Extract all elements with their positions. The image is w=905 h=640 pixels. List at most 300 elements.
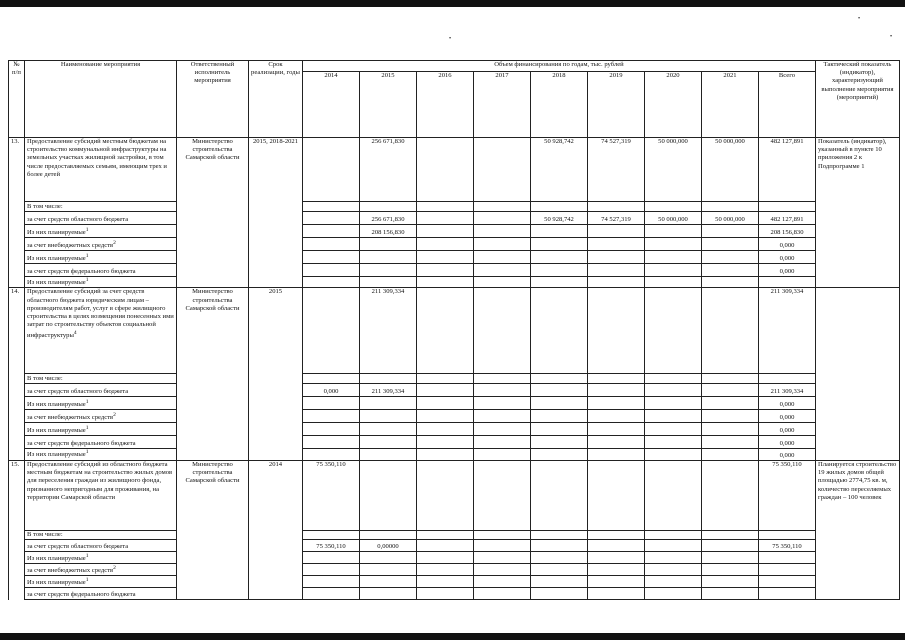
- funding-value: [360, 410, 417, 423]
- footnote-mark: 1: [85, 449, 89, 456]
- funding-value: [702, 397, 759, 410]
- funding-value: 50 000,000: [645, 138, 702, 202]
- scan-speck: •: [858, 16, 861, 22]
- funding-value: [645, 374, 702, 384]
- funding-value: [531, 225, 588, 238]
- funding-value: 0,000: [759, 436, 816, 449]
- sub-row: [9, 384, 900, 397]
- funding-value: [702, 251, 759, 264]
- sub-row: [9, 540, 900, 552]
- funding-value: [645, 288, 702, 374]
- funding-value: [531, 588, 588, 600]
- sub-row: [9, 277, 900, 288]
- funding-value: 74 527,319: [588, 138, 645, 202]
- col-funding-header: Объем финансирования по годам, тыс. рублей: [303, 61, 816, 72]
- funding-value: [417, 138, 474, 202]
- funding-value: [702, 540, 759, 552]
- sub-row-label: [25, 264, 177, 277]
- funding-value: [474, 530, 531, 539]
- document-page: [8, 60, 905, 630]
- footnote-mark: 1: [85, 576, 89, 583]
- funding-value: 0,00000: [360, 540, 417, 552]
- funding-value: 75 350,110: [759, 540, 816, 552]
- year-header-8: Всего: [759, 72, 816, 138]
- funding-value: [702, 460, 759, 530]
- funding-value: [303, 436, 360, 449]
- funding-value: [417, 588, 474, 600]
- footnote-mark: 2: [113, 239, 116, 246]
- sub-row-label: [25, 449, 177, 460]
- funding-value: [417, 436, 474, 449]
- table-row: [9, 288, 900, 374]
- funding-value: [531, 397, 588, 410]
- funding-value: 0,000: [759, 449, 816, 460]
- funding-value: [417, 552, 474, 564]
- funding-value: [588, 552, 645, 564]
- funding-value: [531, 384, 588, 397]
- funding-value: [645, 202, 702, 212]
- funding-value: [759, 588, 816, 600]
- indicator: Показатель (индикатор), указанный в пункте 10 приложения 2 к Подпрограмме 1: [816, 138, 900, 288]
- funding-value: [531, 460, 588, 530]
- funding-value: [474, 138, 531, 202]
- measure-name: [25, 138, 177, 202]
- sub-row-label: [25, 423, 177, 436]
- funding-value: [474, 384, 531, 397]
- funding-value: [645, 384, 702, 397]
- sub-row-label-text: Из них планируемые: [27, 427, 86, 435]
- table-row: [9, 138, 900, 202]
- funding-value: [474, 576, 531, 588]
- funding-value: [645, 251, 702, 264]
- funding-value: [702, 277, 759, 288]
- sub-row: [9, 576, 900, 588]
- footnote-mark: 1: [85, 252, 89, 259]
- indicator: Планируется строительство 19 жилых домов общей площадью 2774,75 кв. м, количество переселяемых граждан – 100 человек: [816, 460, 900, 599]
- funding-value: [417, 384, 474, 397]
- funding-value: [531, 264, 588, 277]
- sub-row-label: [25, 552, 177, 564]
- funding-value: [645, 564, 702, 576]
- footnote-mark: 1: [85, 277, 89, 283]
- funding-value: [645, 423, 702, 436]
- funding-value: [645, 397, 702, 410]
- sub-row-label: [25, 251, 177, 264]
- sub-row-label: [25, 397, 177, 410]
- funding-value: [303, 576, 360, 588]
- measure-name-text: Предоставление субсидий из областного бюджета местным бюджетам на строительство жилых домов для переселения граждан из жилищного фонда, признанного непригодным для проживания, на территории Самарской области: [27, 460, 173, 501]
- funding-value: [645, 277, 702, 288]
- funding-value: [474, 552, 531, 564]
- funding-value: [474, 540, 531, 552]
- funding-value: [303, 449, 360, 460]
- year-header-0: 2014: [303, 72, 360, 138]
- col-term-header: Срок реализации, годы: [249, 61, 303, 138]
- funding-value: [474, 588, 531, 600]
- funding-value: [360, 238, 417, 251]
- sub-row: [9, 564, 900, 576]
- funding-value: 0,000: [759, 410, 816, 423]
- funding-value: [474, 212, 531, 225]
- funding-value: [645, 436, 702, 449]
- funding-value: [531, 202, 588, 212]
- funding-value: [702, 552, 759, 564]
- funding-value: [303, 202, 360, 212]
- funding-value: 75 350,110: [303, 540, 360, 552]
- funding-value: [360, 460, 417, 530]
- funding-value: [531, 410, 588, 423]
- funding-value: [474, 460, 531, 530]
- funding-table: [8, 60, 900, 600]
- funding-value: [702, 384, 759, 397]
- funding-value: [417, 238, 474, 251]
- funding-value: [702, 576, 759, 588]
- funding-value: [360, 449, 417, 460]
- sub-row-label-text: за счет средств федерального бюджета: [27, 267, 136, 275]
- funding-value: [759, 277, 816, 288]
- funding-value: 211 309,334: [360, 288, 417, 374]
- funding-value: [645, 588, 702, 600]
- funding-value: [531, 530, 588, 539]
- sub-row: [9, 449, 900, 460]
- responsible-executor: Министерство строительства Самарской области: [177, 288, 249, 460]
- col-responsible-header: Ответственный исполнитель мероприятия: [177, 61, 249, 138]
- sub-row-label: [25, 530, 177, 539]
- sub-row-label-text: за счет средств областного бюджета: [27, 215, 129, 223]
- funding-value: [474, 410, 531, 423]
- funding-value: [360, 277, 417, 288]
- funding-value: [474, 202, 531, 212]
- funding-value: [360, 564, 417, 576]
- funding-value: [645, 410, 702, 423]
- sub-row: [9, 530, 900, 539]
- funding-value: [588, 384, 645, 397]
- funding-value: [588, 540, 645, 552]
- sub-row-label-text: за счет внебюджетных средств: [27, 241, 114, 249]
- year-header-2: 2016: [417, 72, 474, 138]
- footnote-mark: 4: [73, 329, 77, 336]
- sub-row-label-text: за счет средств федерального бюджета: [27, 590, 136, 598]
- funding-value: [360, 264, 417, 277]
- funding-value: [588, 449, 645, 460]
- funding-value: 50 928,742: [531, 138, 588, 202]
- sub-row-label-text: за счет внебюджетных средств: [27, 566, 114, 574]
- year-header-1: 2015: [360, 72, 417, 138]
- sub-row-label: [25, 238, 177, 251]
- funding-value: 211 309,334: [759, 288, 816, 374]
- funding-value: [360, 588, 417, 600]
- funding-value: [303, 288, 360, 374]
- sub-row-label-text: за счет средств областного бюджета: [27, 542, 129, 550]
- year-header-6: 2020: [645, 72, 702, 138]
- responsible-executor: Министерство строительства Самарской области: [177, 138, 249, 288]
- funding-value: [474, 288, 531, 374]
- sub-row-label: [25, 202, 177, 212]
- funding-value: [702, 264, 759, 277]
- funding-value: 208 156,830: [759, 225, 816, 238]
- funding-value: [417, 423, 474, 436]
- funding-value: [417, 397, 474, 410]
- funding-value: [588, 238, 645, 251]
- funding-value: [360, 374, 417, 384]
- funding-value: [303, 410, 360, 423]
- sub-row: [9, 264, 900, 277]
- sub-row-label-text: Из них планируемые: [27, 451, 86, 459]
- responsible-executor: Министерство строительства Самарской области: [177, 460, 249, 599]
- funding-value: [303, 251, 360, 264]
- funding-value: [588, 588, 645, 600]
- funding-value: 0,000: [759, 264, 816, 277]
- funding-value: [702, 238, 759, 251]
- sub-row-label-text: Из них планируемые: [27, 254, 86, 262]
- year-header-7: 2021: [702, 72, 759, 138]
- row-number: 15.: [9, 460, 25, 599]
- row-number: 13.: [9, 138, 25, 288]
- footnote-mark: 1: [85, 399, 89, 405]
- sub-row: [9, 423, 900, 436]
- funding-value: 50 928,742: [531, 212, 588, 225]
- sub-row-label: [25, 436, 177, 449]
- funding-value: [303, 588, 360, 600]
- funding-value: [303, 564, 360, 576]
- sub-row: [9, 588, 900, 600]
- funding-value: [417, 410, 474, 423]
- implementation-term: 2015: [249, 288, 303, 460]
- funding-value: [588, 436, 645, 449]
- funding-value: [303, 277, 360, 288]
- funding-value: [360, 397, 417, 410]
- funding-value: [303, 212, 360, 225]
- funding-value: [474, 277, 531, 288]
- funding-value: [417, 564, 474, 576]
- funding-value: 74 527,319: [588, 212, 645, 225]
- funding-value: [759, 202, 816, 212]
- funding-value: 75 350,110: [303, 460, 360, 530]
- measure-name-text: Предоставление субсидий местным бюджетам на строительство коммунальной инфраструктуры на земельных участках жилищной застройки, в том числе предоставляемых семьям, имеющим трех и более детей: [27, 138, 167, 178]
- funding-value: [360, 251, 417, 264]
- sub-row-label: [25, 277, 177, 288]
- measure-name: [25, 460, 177, 530]
- funding-value: 211 309,334: [360, 384, 417, 397]
- funding-value: [645, 460, 702, 530]
- funding-value: [702, 436, 759, 449]
- funding-value: [417, 530, 474, 539]
- funding-value: [474, 251, 531, 264]
- funding-value: [417, 264, 474, 277]
- funding-value: [759, 564, 816, 576]
- sub-row-label-text: за счет средств областного бюджета: [27, 388, 129, 396]
- funding-value: [588, 564, 645, 576]
- funding-value: [474, 423, 531, 436]
- sub-row-label-text: В том числе:: [27, 530, 63, 538]
- funding-value: [588, 460, 645, 530]
- funding-value: [645, 540, 702, 552]
- funding-value: 0,000: [759, 397, 816, 410]
- funding-value: [531, 564, 588, 576]
- funding-value: [303, 264, 360, 277]
- sub-row: [9, 212, 900, 225]
- funding-value: 208 156,830: [360, 225, 417, 238]
- implementation-term: 2015, 2018-2021: [249, 138, 303, 288]
- funding-value: 50 000,000: [702, 212, 759, 225]
- sub-row-label-text: Из них планируемые: [27, 578, 86, 586]
- sub-row-label: [25, 588, 177, 600]
- funding-value: [417, 212, 474, 225]
- funding-value: [531, 251, 588, 264]
- funding-value: [702, 288, 759, 374]
- funding-value: [303, 423, 360, 436]
- indicator: [816, 288, 900, 460]
- sub-row-label: [25, 384, 177, 397]
- funding-value: 482 127,891: [759, 212, 816, 225]
- funding-value: [645, 576, 702, 588]
- funding-value: [588, 277, 645, 288]
- funding-value: [303, 552, 360, 564]
- funding-value: [417, 277, 474, 288]
- funding-value: [759, 552, 816, 564]
- funding-value: [588, 374, 645, 384]
- funding-value: [417, 460, 474, 530]
- funding-value: 256 671,830: [360, 138, 417, 202]
- sub-row-label: [25, 540, 177, 552]
- footnote-mark: 1: [85, 552, 89, 559]
- funding-value: 211 309,334: [759, 384, 816, 397]
- funding-value: [588, 397, 645, 410]
- funding-value: 482 127,891: [759, 138, 816, 202]
- sub-row: [9, 397, 900, 410]
- funding-value: 0,000: [759, 423, 816, 436]
- sub-row: [9, 238, 900, 251]
- sub-row: [9, 225, 900, 238]
- funding-value: [360, 530, 417, 539]
- funding-value: [360, 423, 417, 436]
- funding-value: [759, 530, 816, 539]
- funding-value: 50 000,000: [702, 138, 759, 202]
- sub-row: [9, 374, 900, 384]
- sub-row-label: [25, 374, 177, 384]
- sub-row-label-text: Из них планируемые: [27, 554, 86, 562]
- funding-value: [531, 277, 588, 288]
- funding-value: [531, 552, 588, 564]
- funding-value: [303, 225, 360, 238]
- funding-value: [702, 564, 759, 576]
- funding-value: [360, 436, 417, 449]
- funding-value: 0,000: [759, 238, 816, 251]
- funding-value: [474, 564, 531, 576]
- funding-value: [474, 264, 531, 277]
- funding-value: [474, 397, 531, 410]
- funding-value: [588, 288, 645, 374]
- funding-value: [417, 576, 474, 588]
- sub-row-label-text: Из них планируемые: [27, 401, 86, 409]
- funding-value: [702, 423, 759, 436]
- footnote-mark: 1: [85, 425, 89, 431]
- sub-row: [9, 202, 900, 212]
- row-number: 14.: [9, 288, 25, 460]
- year-header-4: 2018: [531, 72, 588, 138]
- funding-value: [417, 374, 474, 384]
- sub-row-label-text: Из них планируемые: [27, 279, 86, 287]
- funding-value: [360, 576, 417, 588]
- funding-value: [588, 410, 645, 423]
- sub-row-label-text: за счет средств федерального бюджета: [27, 440, 136, 448]
- funding-value: [417, 225, 474, 238]
- funding-value: [417, 251, 474, 264]
- sub-row-label: [25, 410, 177, 423]
- sub-row: [9, 410, 900, 423]
- funding-value: [303, 138, 360, 202]
- funding-value: [588, 264, 645, 277]
- sub-row: [9, 552, 900, 564]
- sub-row: [9, 251, 900, 264]
- funding-value: 75 350,110: [759, 460, 816, 530]
- col-name-header: Наименование мероприятия: [25, 61, 177, 138]
- funding-value: [645, 530, 702, 539]
- funding-value: 0,000: [303, 384, 360, 397]
- funding-value: [531, 288, 588, 374]
- sub-row-label-text: В том числе:: [27, 202, 63, 210]
- scan-speck: •: [890, 34, 893, 40]
- funding-value: [645, 264, 702, 277]
- funding-value: [531, 449, 588, 460]
- scan-bottom-border: [0, 633, 905, 640]
- funding-value: 0,000: [759, 251, 816, 264]
- funding-value: [474, 374, 531, 384]
- col-no-header: № п/п: [9, 61, 25, 138]
- funding-value: [645, 552, 702, 564]
- funding-value: [531, 423, 588, 436]
- funding-value: [417, 288, 474, 374]
- funding-value: [474, 449, 531, 460]
- implementation-term: 2014: [249, 460, 303, 599]
- funding-value: [360, 552, 417, 564]
- sub-row-label: [25, 564, 177, 576]
- funding-value: [588, 251, 645, 264]
- funding-value: 256 671,830: [360, 212, 417, 225]
- footnote-mark: 1: [85, 226, 89, 233]
- funding-value: [588, 225, 645, 238]
- funding-value: [645, 238, 702, 251]
- funding-value: [645, 225, 702, 238]
- funding-value: [417, 202, 474, 212]
- sub-row-label: [25, 576, 177, 588]
- sub-row-label-text: за счет внебюджетных средств: [27, 414, 114, 422]
- funding-value: [531, 436, 588, 449]
- funding-value: [474, 238, 531, 251]
- footnote-mark: 2: [113, 412, 116, 418]
- funding-value: [531, 374, 588, 384]
- funding-value: [417, 540, 474, 552]
- footnote-mark: 2: [113, 564, 116, 571]
- year-header-3: 2017: [474, 72, 531, 138]
- funding-value: [759, 576, 816, 588]
- year-header-5: 2019: [588, 72, 645, 138]
- funding-value: [474, 225, 531, 238]
- funding-value: [588, 423, 645, 436]
- measure-name: [25, 288, 177, 374]
- funding-value: [702, 225, 759, 238]
- funding-value: [303, 374, 360, 384]
- sub-row-label: [25, 212, 177, 225]
- measure-name-text: Предоставление субсидий за счет средств областного бюджета юридическим лицам – производителям работ, услуг в сфере жилищного строительства в целях возмещения понесенных ими затрат по строительству объектов социальной инфраструктуры: [27, 288, 174, 339]
- funding-value: [531, 576, 588, 588]
- funding-value: [702, 588, 759, 600]
- funding-value: [531, 238, 588, 251]
- sub-row-label-text: В том числе:: [27, 375, 63, 383]
- funding-value: [702, 374, 759, 384]
- funding-value: [474, 436, 531, 449]
- col-indicator-header: Тактический показатель (индикатор), характеризующий выполнение мероприятия (мероприятий): [816, 61, 900, 138]
